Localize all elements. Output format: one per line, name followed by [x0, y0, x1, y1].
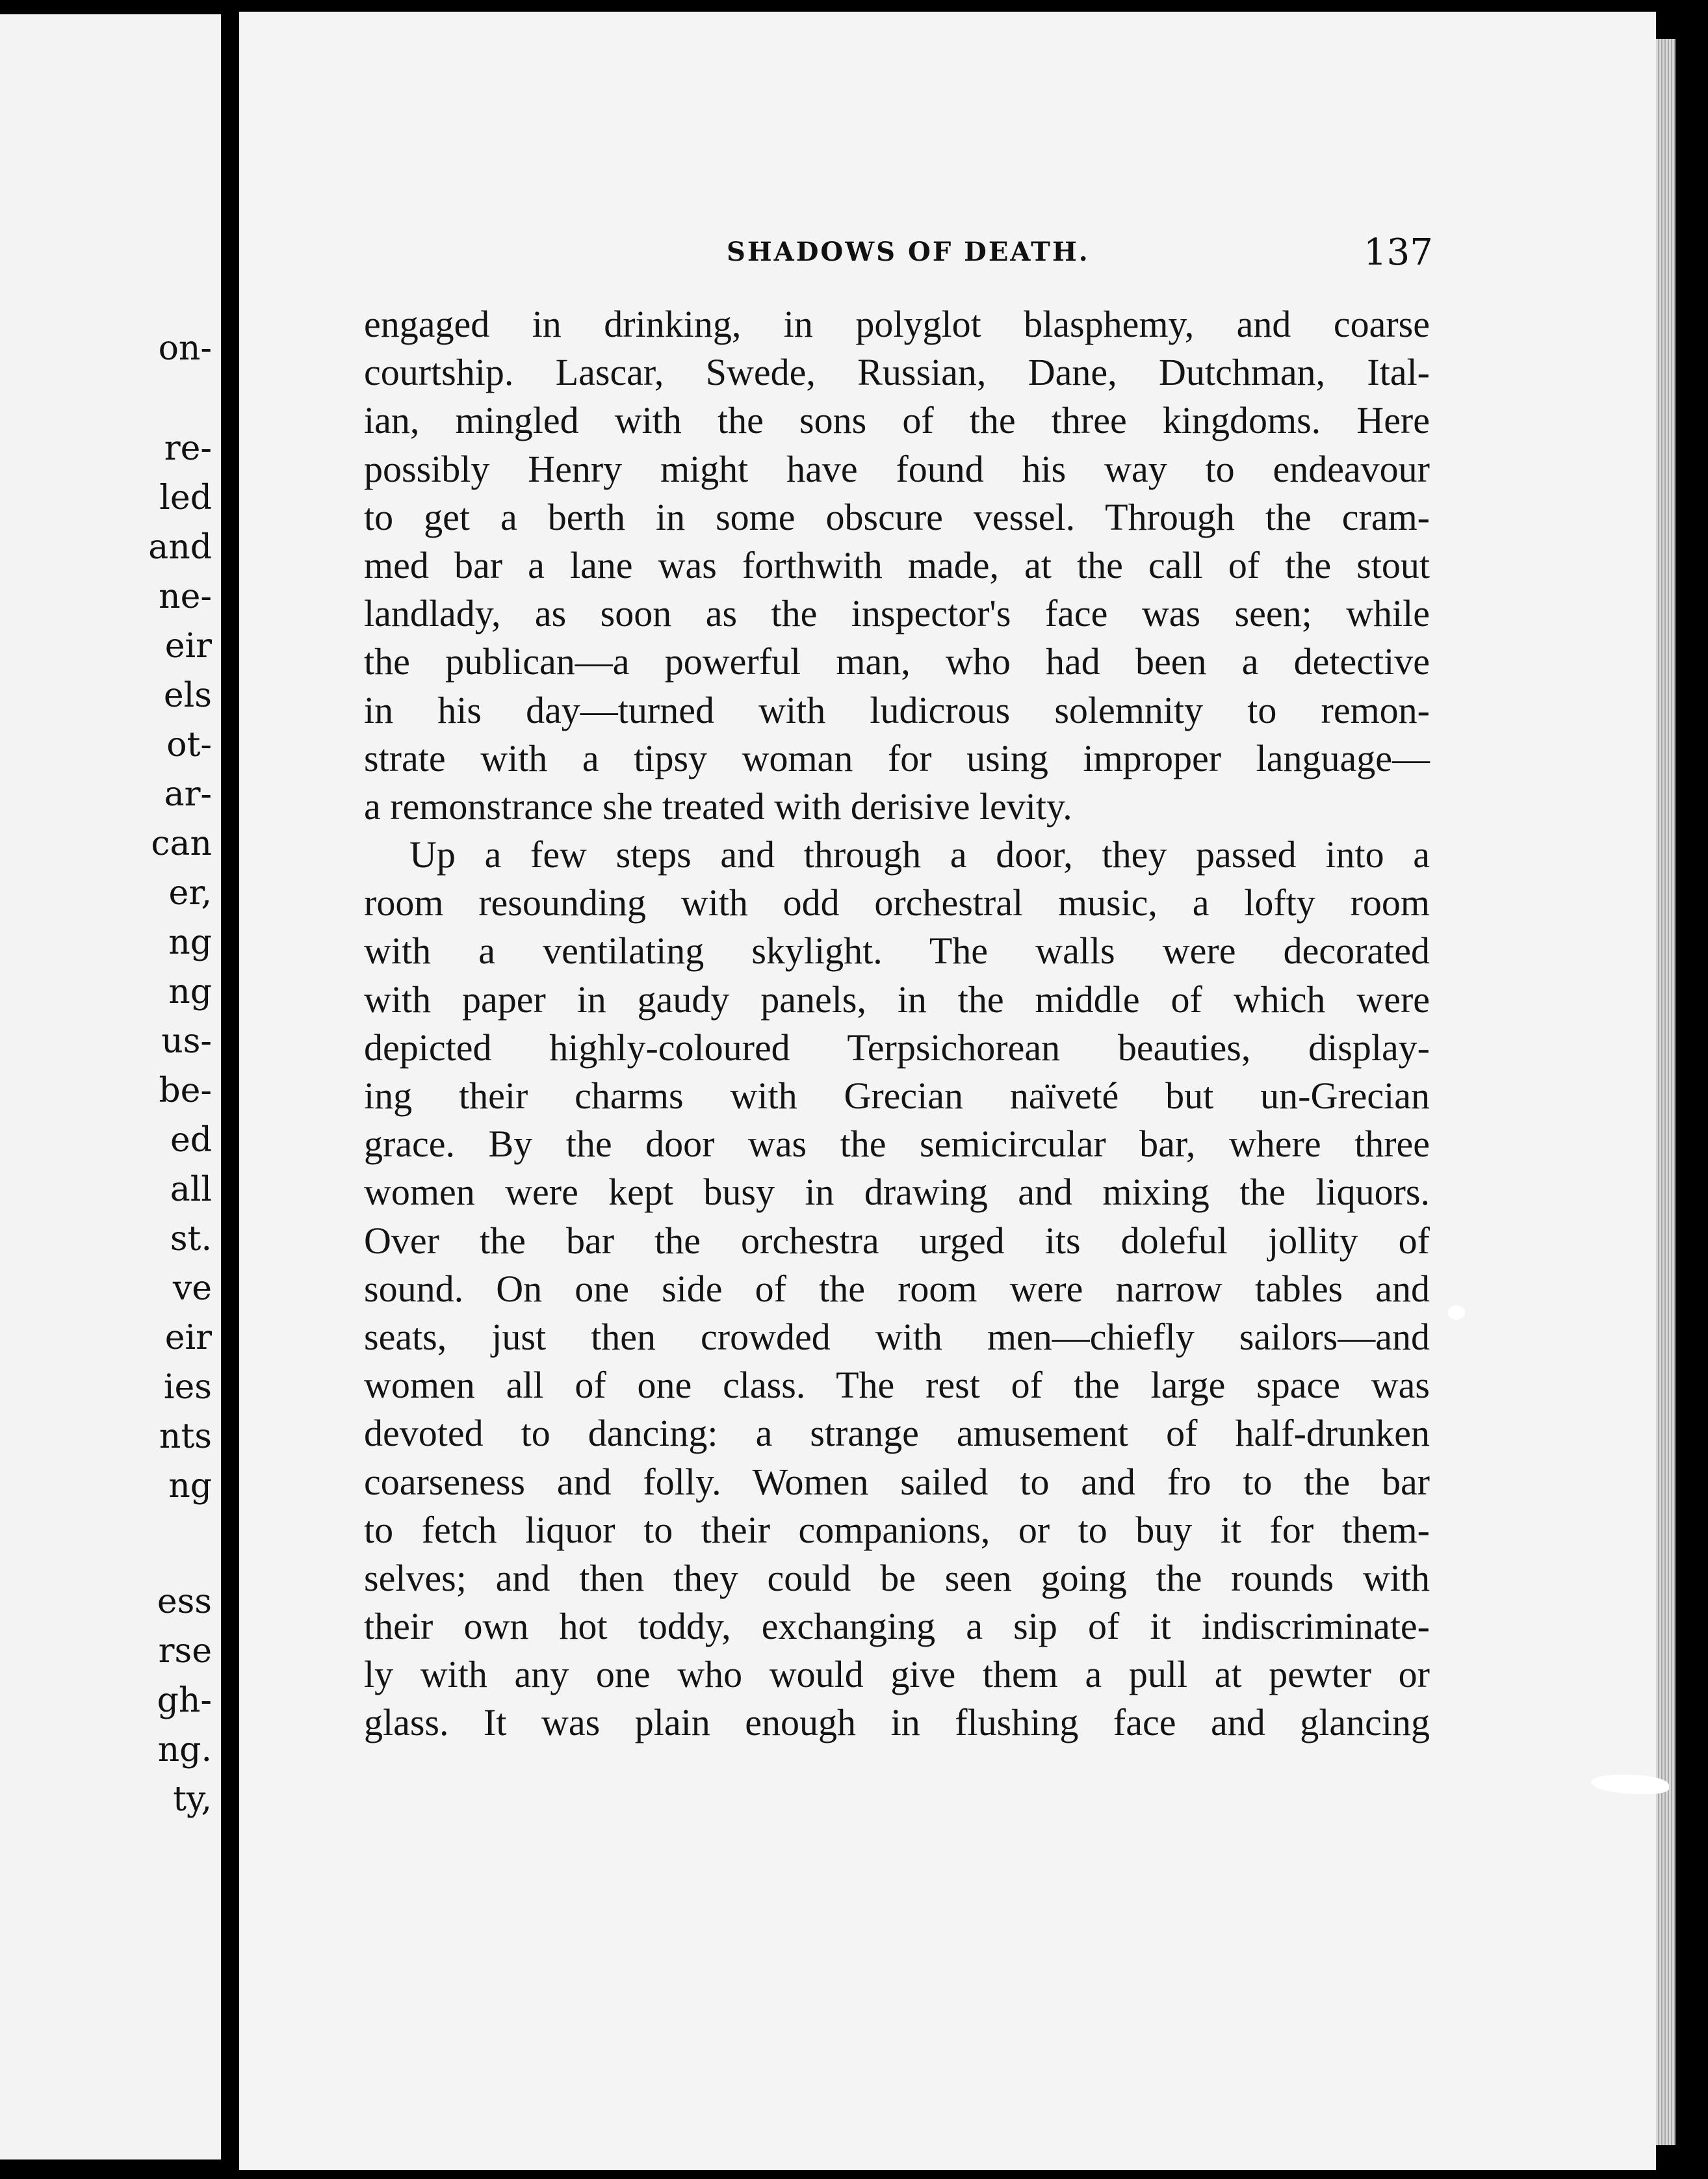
text-line: a remonstrance she treated with derisive levity. [364, 785, 1072, 828]
text-line: Over the bar the orchestra urged its doleful jollity of [364, 1219, 1430, 1262]
left-page-text: ng [168, 923, 212, 962]
left-page-text: eir [164, 1318, 212, 1357]
left-page-text: ed [170, 1121, 212, 1160]
text-line: in his day—turned with ludicrous solemnity to remon- [364, 688, 1430, 731]
left-page-text: be- [159, 1071, 212, 1110]
text-line: women were kept busy in drawing and mixing the liquors. [364, 1171, 1430, 1214]
text-line: the publican—a powerful man, who had been a detective [364, 640, 1430, 683]
left-page-text: ess [157, 1582, 212, 1621]
left-page-text: nts [159, 1417, 212, 1456]
left-page-text: eir [164, 627, 212, 666]
text-line: grace. By the door was the semicircular bar, where three [364, 1123, 1430, 1166]
left-page-text: can [151, 824, 212, 863]
left-page-text: ies [163, 1368, 212, 1407]
text-line: courtship. Lascar, Swede, Russian, Dane, Dutchman, Ital- [364, 351, 1430, 394]
left-page-text: led [159, 478, 212, 517]
left-page-text: us- [161, 1022, 212, 1061]
left-page-text: gh- [157, 1681, 212, 1720]
page-edge [1656, 39, 1676, 2145]
left-page-text: ty, [173, 1780, 212, 1819]
text-line: seats, just then crowded with men—chiefly sailors—and [364, 1315, 1430, 1358]
text-line: possibly Henry might have found his way to endeavour [364, 447, 1430, 490]
left-page-text: ot- [166, 725, 212, 764]
text-line: ly with any one who would give them a pull at pewter or [364, 1653, 1430, 1696]
text-line: with paper in gaudy panels, in the middle of which were [364, 978, 1430, 1021]
left-page-text: and [148, 528, 212, 567]
text-line: depicted highly-coloured Terpsichorean beauties, display- [364, 1026, 1430, 1069]
body-text [364, 300, 1430, 1747]
text-line: selves; and then they could be seen going the rounds with [364, 1556, 1430, 1599]
running-head: SHADOWS OF DEATH. [727, 237, 1090, 267]
left-page-text: rse [158, 1632, 212, 1671]
text-line: women all of one class. The rest of the large space was [364, 1364, 1430, 1407]
left-page-text: ng [168, 1467, 212, 1506]
left-page-text: ar- [164, 775, 212, 814]
text-line: ian, mingled with the sons of the three kingdoms. Here [364, 399, 1430, 442]
text-line: their own hot toddy, exchanging a sip of it indiscriminate- [364, 1605, 1430, 1648]
left-page-text: re- [164, 429, 212, 468]
left-page-text: ne- [159, 577, 212, 616]
text-line: glass. It was plain enough in flushing face and glancing [364, 1701, 1430, 1744]
text-line: devoted to dancing: a strange amusement of half-drunken [364, 1412, 1430, 1455]
left-page-text: er, [168, 874, 212, 913]
text-line: to get a berth in some obscure vessel. Through the cram- [364, 495, 1430, 538]
text-line: landlady, as soon as the inspector's face was seen; while [364, 592, 1430, 635]
left-page-fragment [0, 14, 221, 2159]
text-line: ing their charms with Grecian naïveté but un-Grecian [364, 1075, 1430, 1117]
left-page-text: els [163, 676, 212, 715]
left-page-text: ng [168, 972, 212, 1011]
left-page-text: st. [170, 1220, 212, 1259]
text-line: Up a few steps and through a door, they passed into a [409, 833, 1430, 876]
left-page-text: ve [172, 1269, 212, 1308]
left-page-text: all [170, 1170, 212, 1209]
text-line: room resounding with odd orchestral music, a lofty room [364, 881, 1430, 924]
left-page-text: ng. [157, 1730, 212, 1769]
text-line: with a ventilating skylight. The walls were decorated [364, 930, 1430, 972]
text-line: coarseness and folly. Women sailed to and fro to the bar [364, 1460, 1430, 1503]
text-line: to fetch liquor to their companions, or to buy it for them- [364, 1508, 1430, 1551]
text-line: strate with a tipsy woman for using improper language— [364, 737, 1430, 779]
scan-speck [1448, 1305, 1465, 1320]
page-number: 137 [1364, 231, 1433, 274]
text-line: engaged in drinking, in polyglot blasphemy, and coarse [364, 303, 1430, 345]
text-line: sound. On one side of the room were narrow tables and [364, 1267, 1430, 1310]
text-line: med bar a lane was forthwith made, at the call of the stout [364, 543, 1430, 586]
left-page-text: on- [158, 329, 212, 368]
book-gutter [221, 0, 240, 2179]
